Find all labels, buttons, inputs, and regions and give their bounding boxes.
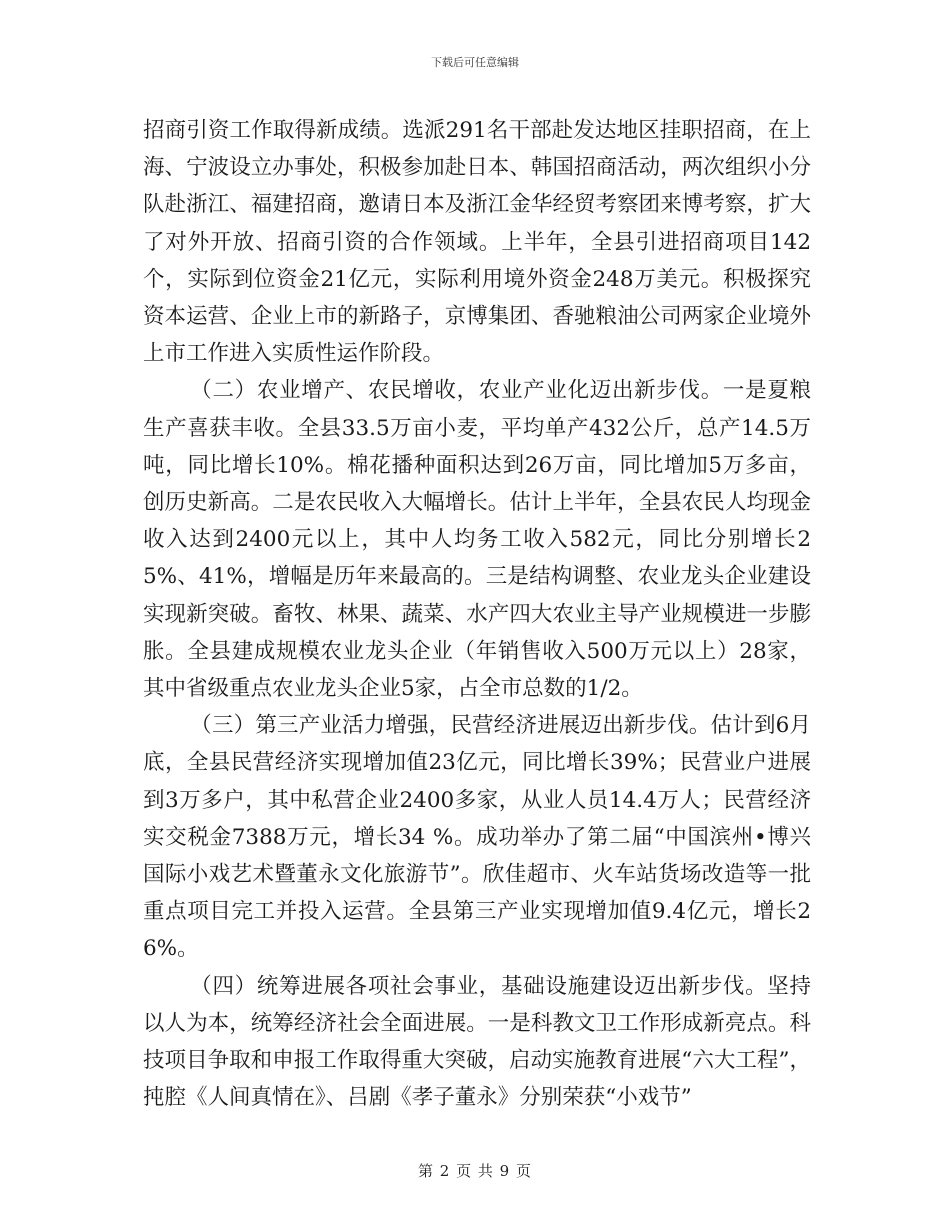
paragraph-4: （四）统筹进展各项社会事业，基础设施建设迈出新步伐。坚持以人为本，统筹经济社会全面进展。一是科教文卫工作形成新亮点。科技项目争取和申报工作取得重大突破，启动实施教育进展“六大工程”，扽腔《人间真情在》、吕剧《孝子董永》分别荣获“小戏节” <box>143 973 811 1111</box>
paragraph-2: （二）农业增产、农民增收，农业产业化迈出新步伐。一是夏粮生产喜获丰收。全县33.5万亩小麦，平均单产432公斤，总产14.5万吨，同比增长10%。棉花播种面积达到26万亩，同比增加5万多亩，创历史新高。二是农民收入大幅增长。估计上半年，全县农民人均现金收入达到2400元以上，其中人均务工收入582元，同比分别增长25%、41%，增幅是历年来最高的。三是结构调整、农业龙头企业建设实现新突破。畜牧、林果、蔬菜、水产四大农业主导产业规模进一步膨胀。全县建成规模农业龙头企业（年销售收入500万元以上）28家，其中省级重点农业龙头企业5家，占全市总数的1/2。 <box>143 378 811 702</box>
document-body <box>143 112 811 1116</box>
page-number-footer: 第 2 页 共 9 页 <box>418 1162 532 1180</box>
paragraph-1: 招商引资工作取得新成绩。选派291名干部赴发达地区挂职招商，在上海、宁波设立办事处，积极参加赴日本、韩国招商活动，两次组织小分队赴浙江、福建招商，邀请日本及浙江金华经贸考察团来博考察，扩大了对外开放、招商引资的合作领域。上半年，全县引进招商项目142个，实际到位资金21亿元，实际利用境外资金248万美元。积极探究资本运营、企业上市的新路子，京博集团、香驰粮油公司两家企业境外上市工作进入实质性运作阶段。 <box>143 118 811 367</box>
page-header: 下载后可任意编辑 <box>431 56 519 69</box>
paragraph-3: （三）第三产业活力增强，民营经济进展迈出新步伐。估计到6月底，全县民营经济实现增加值23亿元，同比增长39%；民营业户进展到3万多户，其中私营企业2400多家，从业人员14.4万人；民营经济实交税金7388万元，增长34 %。成功举办了第二届“中国滨州•博兴国际小戏艺术暨董永文化旅游节”。欣佳超市、火车站货场改造等一批重点项目完工并投入运营。全县第三产业实现增加值9.4亿元，增长26%。 <box>143 713 811 962</box>
